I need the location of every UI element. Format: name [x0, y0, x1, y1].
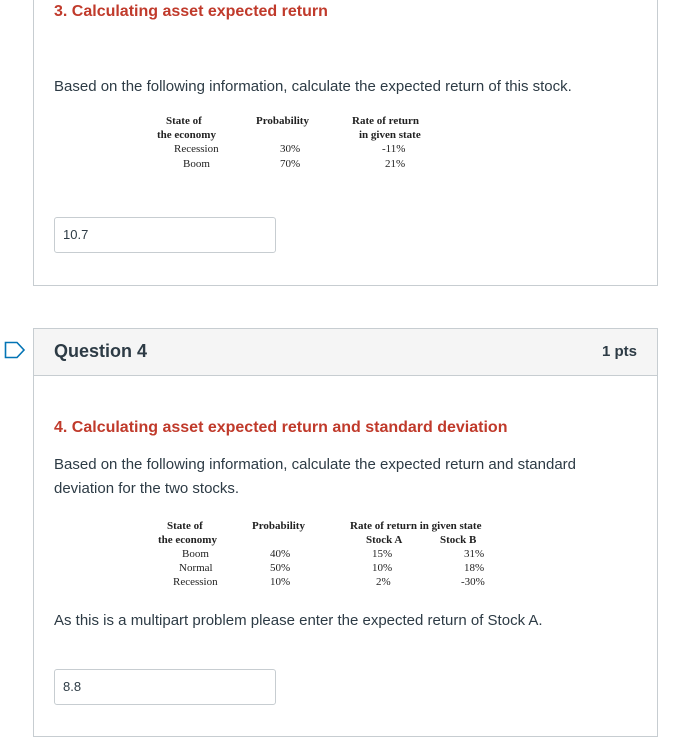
row-1-rate: -11%	[382, 143, 406, 155]
header-state-line1: State of	[167, 520, 203, 532]
header-probability: Probability	[252, 520, 305, 532]
question-3-answer-input[interactable]: 10.7	[54, 217, 276, 253]
row-1-probability: 30%	[280, 143, 301, 155]
row-2-probability: 70%	[280, 158, 301, 170]
row-1-stock-b: 31%	[464, 548, 485, 560]
row-1-stock-a: 15%	[372, 548, 393, 560]
question-4-title: 4. Calculating asset expected return and standard deviation	[54, 419, 508, 436]
row-2-state: Normal	[179, 562, 213, 574]
row-3-probability: 10%	[270, 576, 291, 588]
row-1-state: Recession	[174, 143, 219, 155]
row-3-stock-b: -30%	[461, 576, 485, 588]
question-3-title: 3. Calculating asset expected return	[54, 3, 328, 20]
question-3-card	[33, 0, 658, 286]
row-1-probability: 40%	[270, 548, 291, 560]
question-4-instruction: As this is a multipart problem please enter the expected return of Stock A.	[54, 612, 543, 629]
header-probability: Probability	[256, 115, 309, 127]
row-2-state: Boom	[183, 158, 210, 170]
header-state-line1: State of	[166, 115, 202, 127]
question-3-table	[34, 114, 659, 174]
flag-question-icon[interactable]	[4, 341, 26, 359]
header-stock-b: Stock B	[440, 534, 477, 546]
header-state-line2: the economy	[158, 534, 217, 546]
row-3-stock-a: 2%	[376, 576, 391, 588]
header-rate-line2: in given state	[359, 129, 421, 141]
question-4-points: 1 pts	[601, 343, 637, 360]
question-4-header	[34, 329, 657, 376]
row-2-probability: 50%	[270, 562, 291, 574]
header-rate-line1: Rate of return	[352, 115, 419, 127]
question-4-table	[34, 519, 659, 589]
question-4-answer-input[interactable]: 8.8	[54, 669, 276, 705]
row-1-state: Boom	[182, 548, 209, 560]
question-4-text: Based on the following information, calculate the expected return and standard deviation for the two stocks.	[54, 456, 576, 497]
question-4-name: Question 4	[54, 341, 148, 361]
header-state-line2: the economy	[157, 129, 216, 141]
question-4-card	[33, 328, 658, 737]
row-2-stock-a: 10%	[372, 562, 393, 574]
row-3-state: Recession	[173, 576, 218, 588]
row-2-stock-b: 18%	[464, 562, 485, 574]
header-stock-a: Stock A	[366, 534, 403, 546]
question-3-text: Based on the following information, calculate the expected return of this stock.	[54, 78, 572, 95]
row-2-rate: 21%	[385, 158, 406, 170]
header-rate: Rate of return in given state	[350, 520, 482, 532]
